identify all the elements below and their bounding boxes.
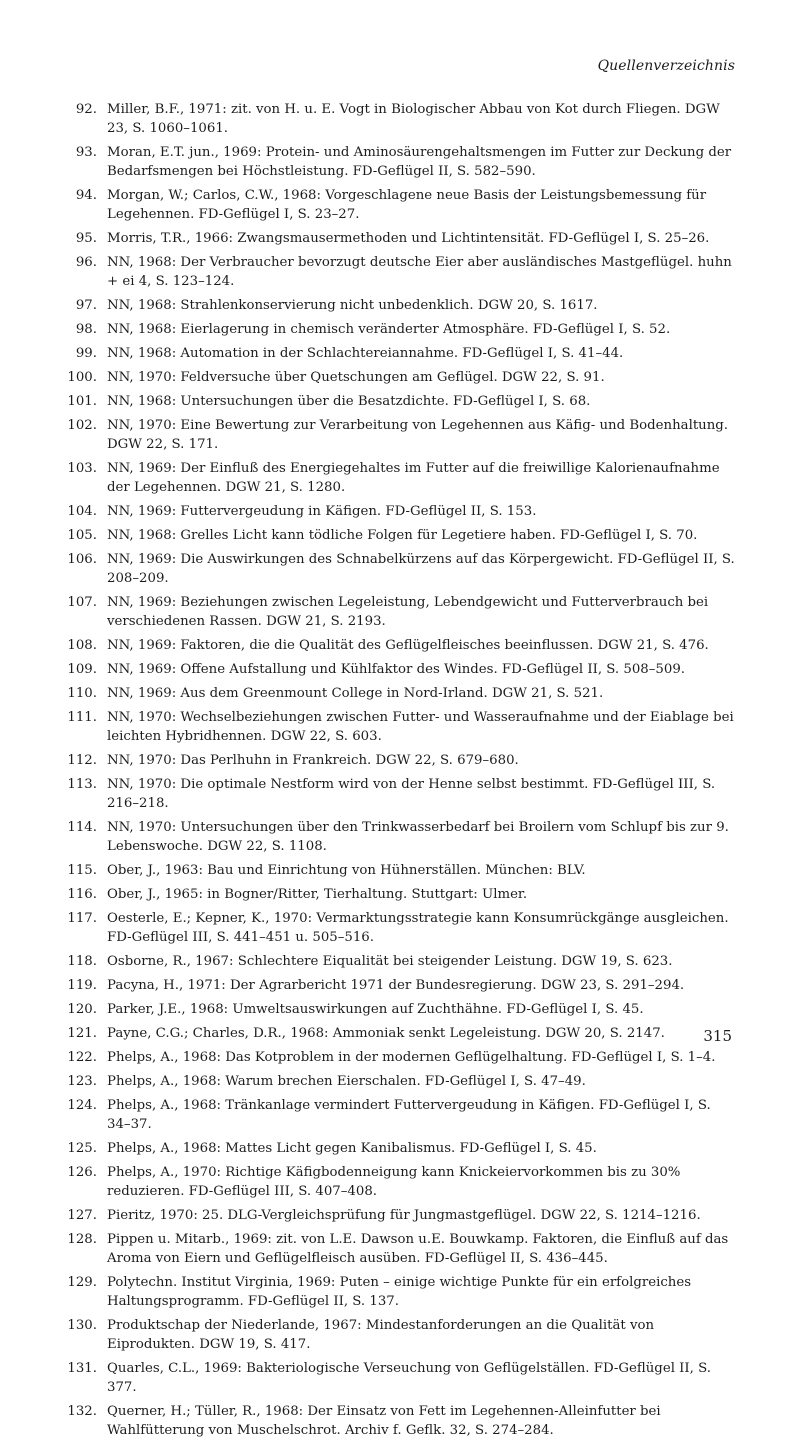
reference-text: NN, 1970: Die optimale Nestform wird von der Henne selbst bestimmt. FD-Geflügel III, S. 216–218. [107, 777, 716, 811]
reference-entry [0, 952, 801, 971]
page-number: 315 [703, 1027, 732, 1045]
reference-text: NN, 1969: Die Auswirkungen des Schnabelkürzens auf das Körpergewicht. FD-Geflügel II, S. 208–209. [107, 552, 735, 586]
reference-entry [0, 550, 801, 588]
reference-number: 117. [67, 911, 97, 926]
reference-text: NN, 1970: Wechselbeziehungen zwischen Futter- und Wasseraufnahme und der Eiablage bei leichten Hybridhennen. DGW 22, S. 603. [107, 710, 734, 744]
reference-number: 96. [75, 255, 97, 270]
reference-text: Osborne, R., 1967: Schlechtere Eiqualität bei steigender Leistung. DGW 19, S. 623. [107, 954, 673, 969]
reference-text: Querner, H.; Tüller, R., 1968: Der Einsatz von Fett im Legehennen-Alleinfutter bei Wahlfütterung von Muschelschrot. Archiv f. Geflk. 32, S. 274–284. [107, 1404, 661, 1438]
reference-number: 112. [67, 753, 97, 768]
reference-entry [0, 1139, 801, 1158]
reference-entry [0, 253, 801, 291]
reference-number: 105. [67, 528, 97, 543]
reference-number: 118. [67, 954, 97, 969]
reference-text: Quarles, C.L., 1969: Bakteriologische Verseuchung von Geflügelställen. FD-Geflügel II, S. 377. [107, 1361, 711, 1395]
reference-text: Pippen u. Mitarb., 1969: zit. von L.E. Dawson u.E. Bouwkamp. Faktoren, die Einfluß auf das Aroma von Eiern und Geflügelfleisch ausüben. FD-Geflügel II, S. 436–445. [107, 1232, 729, 1266]
reference-text: Phelps, A., 1968: Tränkanlage vermindert Futtervergeudung in Käfigen. FD-Geflügel I, S. 34–37. [107, 1098, 711, 1132]
reference-text: NN, 1968: Der Verbraucher bevorzugt deutsche Eier aber ausländisches Mastgeflügel. huhn + ei 4, S. 123–124. [107, 255, 732, 289]
reference-number: 115. [67, 863, 97, 878]
reference-entry [0, 1024, 801, 1043]
reference-number: 114. [67, 820, 97, 835]
reference-entry [0, 885, 801, 904]
reference-number: 121. [67, 1026, 97, 1041]
reference-entry [0, 1273, 801, 1311]
reference-text: Oesterle, E.; Kepner, K., 1970: Vermarktungsstrategie kann Konsumrückgänge ausgleichen. FD-Geflügel III, S. 441–451 u. 505–516. [107, 911, 729, 945]
reference-number: 95. [75, 231, 97, 246]
reference-entry [0, 416, 801, 454]
reference-entry [0, 143, 801, 181]
reference-number: 107. [67, 595, 97, 610]
reference-entry [0, 186, 801, 224]
reference-entry [0, 344, 801, 363]
reference-text: NN, 1968: Grelles Licht kann tödliche Folgen für Legetiere haben. FD-Geflügel I, S. 70. [107, 528, 698, 543]
reference-number: 122. [67, 1050, 97, 1065]
reference-entry [0, 459, 801, 497]
reference-number: 93. [75, 145, 97, 160]
reference-entry [0, 1000, 801, 1019]
reference-entry [0, 909, 801, 947]
reference-entry [0, 751, 801, 770]
reference-entry [0, 775, 801, 813]
reference-text: NN, 1969: Offene Aufstallung und Kühlfaktor des Windes. FD-Geflügel II, S. 508–509. [107, 662, 686, 677]
reference-text: NN, 1969: Faktoren, die die Qualität des Geflügelfleisches beeinflussen. DGW 21, S. 476. [107, 638, 709, 653]
reference-number: 127. [67, 1208, 97, 1223]
reference-number: 119. [67, 978, 97, 993]
reference-number: 130. [67, 1318, 97, 1333]
reference-number: 92. [75, 102, 97, 117]
reference-text: Moran, E.T. jun., 1969: Protein- und Aminosäurengehaltsmengen im Futter zur Deckung der Bedarfsmengen bei Höchstleistung. FD-Geflügel II, S. 582–590. [107, 145, 732, 179]
reference-text: NN, 1970: Feldversuche über Quetschungen am Geflügel. DGW 22, S. 91. [107, 370, 605, 385]
reference-text: NN, 1968: Automation in der Schlachtereiannahme. FD-Geflügel I, S. 41–44. [107, 346, 624, 361]
reference-text: Pieritz, 1970: 25. DLG-Vergleichsprüfung für Jungmastgeflügel. DGW 22, S. 1214–1216. [107, 1208, 701, 1223]
reference-text: Morgan, W.; Carlos, C.W., 1968: Vorgeschlagene neue Basis der Leistungsbemessung für Legehennen. FD-Geflügel I, S. 23–27. [107, 188, 707, 222]
reference-number: 120. [67, 1002, 97, 1017]
reference-entry [0, 1048, 801, 1067]
reference-entry [0, 502, 801, 521]
reference-number: 125. [67, 1141, 97, 1156]
reference-text: NN, 1969: Aus dem Greenmount College in Nord-Irland. DGW 21, S. 521. [107, 686, 604, 701]
reference-text: Phelps, A., 1968: Warum brechen Eierschalen. FD-Geflügel I, S. 47–49. [107, 1074, 586, 1089]
reference-text: Miller, B.F., 1971: zit. von H. u. E. Vogt in Biologischer Abbau von Kot durch Fliegen. DGW 23, S. 1060–1061. [107, 102, 720, 136]
reference-number: 110. [67, 686, 97, 701]
reference-entry [0, 526, 801, 545]
reference-number: 111. [67, 710, 97, 725]
reference-entry [0, 684, 801, 703]
reference-entry [0, 708, 801, 746]
reference-entry [0, 1230, 801, 1268]
reference-text: NN, 1970: Das Perlhuhn in Frankreich. DGW 22, S. 679–680. [107, 753, 519, 768]
reference-number: 124. [67, 1098, 97, 1113]
reference-number: 113. [67, 777, 97, 792]
reference-entry [0, 229, 801, 248]
reference-entry [0, 660, 801, 679]
reference-entry [0, 593, 801, 631]
reference-text: NN, 1968: Eierlagerung in chemisch veränderter Atmosphäre. FD-Geflügel I, S. 52. [107, 322, 671, 337]
reference-entry [0, 320, 801, 339]
reference-number: 101. [67, 394, 97, 409]
reference-entry [0, 1163, 801, 1201]
reference-text: Ober, J., 1965: in Bogner/Ritter, Tierhaltung. Stuttgart: Ulmer. [107, 887, 528, 902]
reference-number: 103. [67, 461, 97, 476]
reference-number: 129. [67, 1275, 97, 1290]
reference-entry [0, 296, 801, 315]
reference-text: NN, 1968: Untersuchungen über die Besatzdichte. FD-Geflügel I, S. 68. [107, 394, 591, 409]
reference-number: 98. [75, 322, 97, 337]
reference-text: Phelps, A., 1968: Das Kotproblem in der modernen Geflügelhaltung. FD-Geflügel I, S. 1–4. [107, 1050, 716, 1065]
running-head: Quellenverzeichnis [597, 58, 735, 74]
reference-number: 108. [67, 638, 97, 653]
reference-entry [0, 976, 801, 995]
reference-text: NN, 1969: Futtervergeudung in Käfigen. FD-Geflügel II, S. 153. [107, 504, 537, 519]
reference-entry [0, 392, 801, 411]
reference-entry [0, 1206, 801, 1225]
reference-text: Polytechn. Institut Virginia, 1969: Puten – einige wichtige Punkte für ein erfolgreiches Haltungsprogramm. FD-Geflügel II, S. 137. [107, 1275, 692, 1309]
reference-text: Pacyna, H., 1971: Der Agrarbericht 1971 der Bundesregierung. DGW 23, S. 291–294. [107, 978, 685, 993]
reference-text: Morris, T.R., 1966: Zwangsmausermethoden und Lichtintensität. FD-Geflügel I, S. 25–26. [107, 231, 710, 246]
reference-text: NN, 1969: Beziehungen zwischen Legeleistung, Lebendgewicht und Futterverbrauch bei verschiedenen Rassen. DGW 21, S. 2193. [107, 595, 709, 629]
reference-entry [0, 1072, 801, 1091]
reference-number: 109. [67, 662, 97, 677]
reference-number: 123. [67, 1074, 97, 1089]
reference-entry [0, 368, 801, 387]
reference-text: Parker, J.E., 1968: Umweltsauswirkungen auf Zuchthähne. FD-Geflügel I, S. 45. [107, 1002, 644, 1017]
reference-entry [0, 818, 801, 856]
reference-text: NN, 1969: Der Einfluß des Energiegehaltes im Futter auf die freiwillige Kalorienaufnahme der Legehennen. DGW 21, S. 1280. [107, 461, 720, 495]
reference-number: 116. [67, 887, 97, 902]
reference-text: NN, 1970: Eine Bewertung zur Verarbeitung von Legehennen aus Käfig- und Bodenhaltung. DGW 22, S. 171. [107, 418, 729, 452]
reference-entry [0, 1359, 801, 1397]
reference-number: 128. [67, 1232, 97, 1247]
reference-text: Produktschap der Niederlande, 1967: Mindestanforderungen an die Qualität von Eiprodukten. DGW 19, S. 417. [107, 1318, 655, 1352]
reference-text: Ober, J., 1963: Bau und Einrichtung von Hühnerställen. München: BLV. [107, 863, 586, 878]
reference-entry [0, 636, 801, 655]
reference-number: 104. [67, 504, 97, 519]
reference-number: 126. [67, 1165, 97, 1180]
reference-number: 132. [67, 1404, 97, 1419]
reference-entry [0, 1402, 801, 1440]
reference-number: 97. [75, 298, 97, 313]
reference-text: NN, 1968: Strahlenkonservierung nicht unbedenklich. DGW 20, S. 1617. [107, 298, 598, 313]
reference-text: Payne, C.G.; Charles, D.R., 1968: Ammoniak senkt Legeleistung. DGW 20, S. 2147. [107, 1026, 665, 1041]
reference-number: 106. [67, 552, 97, 567]
reference-entry [0, 1316, 801, 1354]
reference-number: 102. [67, 418, 97, 433]
reference-text: Phelps, A., 1970: Richtige Käfigbodenneigung kann Knickeiervorkommen bis zu 30% reduzieren. FD-Geflügel III, S. 407–408. [107, 1165, 681, 1199]
reference-text: NN, 1970: Untersuchungen über den Trinkwasserbedarf bei Broilern vom Schlupf bis zur 9. Lebenswoche. DGW 22, S. 1108. [107, 820, 729, 854]
reference-number: 131. [67, 1361, 97, 1376]
reference-number: 94. [75, 188, 97, 203]
reference-entry [0, 1096, 801, 1134]
reference-list [0, 100, 801, 1445]
reference-number: 100. [67, 370, 97, 385]
reference-number: 99. [75, 346, 97, 361]
reference-text: Phelps, A., 1968: Mattes Licht gegen Kanibalismus. FD-Geflügel I, S. 45. [107, 1141, 597, 1156]
reference-entry [0, 861, 801, 880]
reference-entry [0, 100, 801, 138]
